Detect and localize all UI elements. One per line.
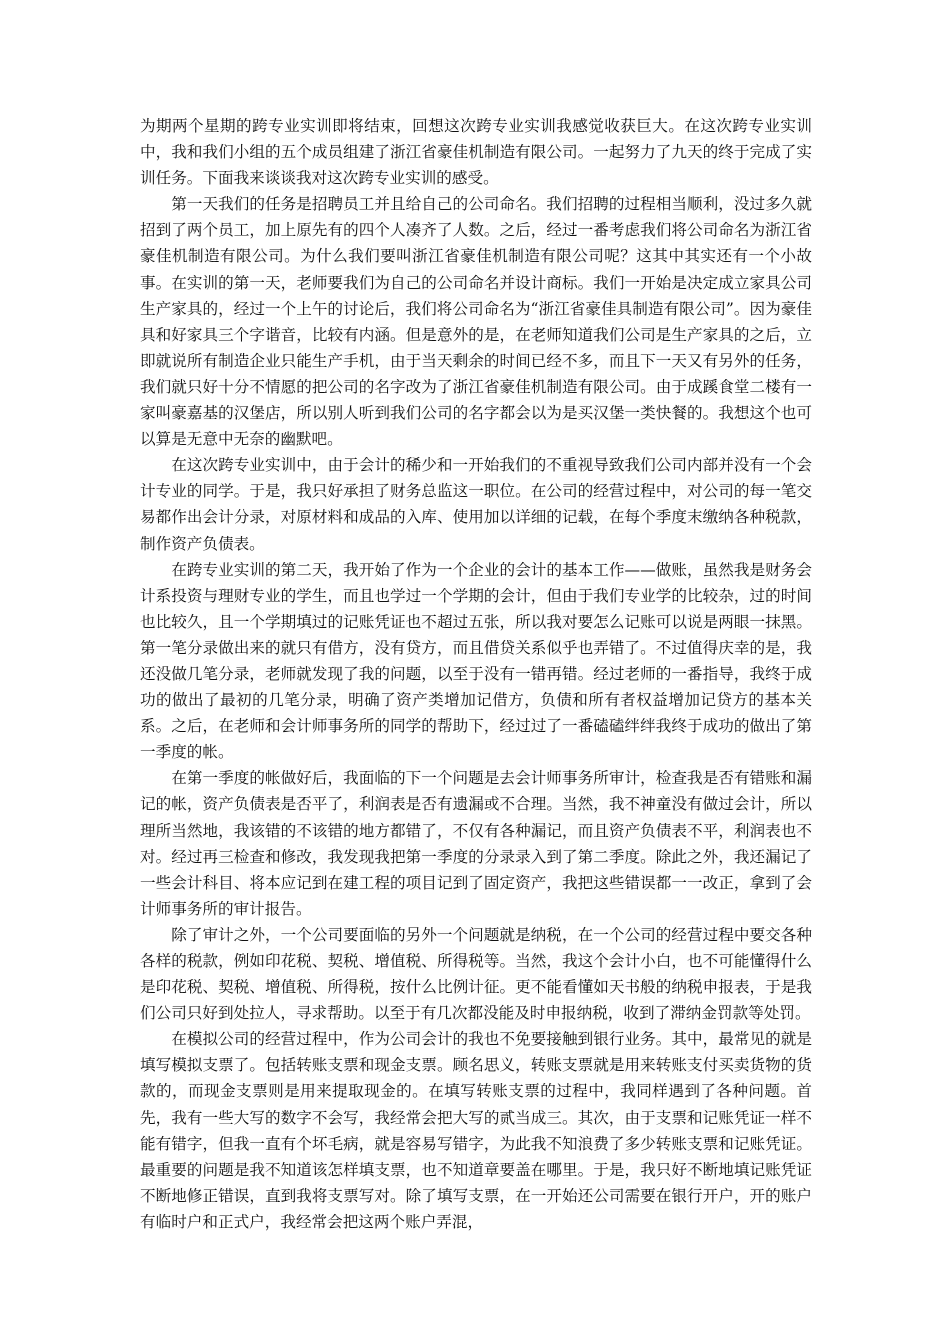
paragraph-day-one-naming: 第一天我们的任务是招聘员工并且给自己的公司命名。我们招聘的过程相当顺利，没过多久就招到了两个员工，加上原先有的四个人凑齐了人数。之后，经过一番考虑我们将公司命名为浙江省豪佳机制造有限公司。为什么我们要叫浙江省豪佳机制造有限公司呢？这其中其实还有一个小故事。在实训的第一天，老师要我们为自己的公司命名并设计商标。我们一开始是决定成立家具公司生产家具的，经过一个上午的讨论后，我们将公司命名为“浙江省豪佳具制造有限公司”。因为豪佳具和好家具三个字谐音，比较有内涵。但是意外的是，在老师知道我们公司是生产家具的之后，立即就说所有制造企业只能生产手机，由于当天剩余的时间已经不多，而且下一天又有另外的任务，我们就只好十分不情愿的把公司的名字改为了浙江省豪佳机制造有限公司。由于成蹊食堂二楼有一家叫豪嘉基的汉堡店，所以别人听到我们公司的名字都会以为是买汉堡一类快餐的。我想这个也可以算是无意中无奈的幽默吧。	[140, 195, 812, 449]
paragraph-taxes: 除了审计之外，一个公司要面临的另外一个问题就是纳税，在一个公司的经营过程中要交各种各样的税款，例如印花税、契税、增值税、所得税等。当然，我这个会计小白，也不可能懂得什么是印花税、契税、增值税、所得税，按什么比例计征。更不能看懂如天书般的纳税申报表，于是我们公司只好到处拉人，寻求帮助。以至于有几次都没能及时申报纳税，收到了滞纳金罚款等处罚。	[140, 925, 812, 1023]
paragraph-finance-role: 在这次跨专业实训中，由于会计的稀少和一开始我们的不重视导致我们公司内部并没有一个会计专业的同学。于是，我只好承担了财务总监这一职位。在公司的经营过程中，对公司的每一笔交易都作出会计分录，对原材料和成品的入库、使用加以详细的记载，在每个季度末缴纳各种税款，制作资产负债表。	[140, 456, 812, 553]
document-body	[140, 113, 812, 1235]
paragraph-audit: 在第一季度的帐做好后，我面临的下一个问题是去会计师事务所审计，检查我是否有错账和漏记的帐，资产负债表是否平了，利润表是否有遗漏或不合理。当然，我不神童没有做过会计，所以理所当然地，我该错的不该错的地方都错了，不仅有各种漏记，而且资产负债表不平，利润表也不对。经过再三检查和修改，我发现我把第一季度的分录录入到了第二季度。除此之外，我还漏记了一些会计科目、将本应记到在建工程的项目记到了固定资产，我把这些错误都一一改正，拿到了会计师事务所的审计报告。	[140, 769, 812, 918]
paragraph-bookkeeping: 在跨专业实训的第二天，我开始了作为一个企业的会计的基本工作——做账，虽然我是财务会计系投资与理财专业的学生，而且也学过一个学期的会计，但由于我们专业学的比较杂，过的时间也比较久，且一个学期填过的记账凭证也不超过五张，所以我对要怎么记账可以说是两眼一抹黑。第一笔分录做出来的就只有借方，没有贷方，而且借贷关系似乎也弄错了。不过值得庆幸的是，我还没做几笔分录，老师就发现了我的问题，以至于没有一错再错。经过老师的一番指导，我终于成功的做出了最初的几笔分录，明确了资产类增加记借方，负债和所有者权益增加记贷方的基本关系。之后，在老师和会计师事务所的同学的帮助下，经过过了一番磕磕绊绊我终于成功的做出了第一季度的帐。	[140, 560, 812, 762]
paragraph-intro: 为期两个星期的跨专业实训即将结束，回想这次跨专业实训我感觉收获巨大。在这次跨专业实训中，我和我们小组的五个成员组建了浙江省豪佳机制造有限公司。一起努力了九天的终于完成了实训任务。下面我来谈谈我对这次跨专业实训的感受。	[140, 117, 812, 188]
paragraph-banking: 在模拟公司的经营过程中，作为公司会计的我也不免要接触到银行业务。其中，最常见的就是填写模拟支票了。包括转账支票和现金支票。顾名思义，转账支票就是用来转账支付买卖货物的货款的，而现金支票则是用来提取现金的。在填写转账支票的过程中，我同样遇到了各种问题。首先，我有一些大写的数字不会写，我经常会把大写的贰当成三。其次，由于支票和记账凭证一样不能有错字，但我一直有个坏毛病，就是容易写错字，为此我不知浪费了多少转账支票和记账凭证。最重要的问题是我不知道该怎样填支票，也不知道章要盖在哪里。于是，我只好不断地填记账凭证不断地修正错误，直到我将支票写对。除了填写支票，在一开始还公司需要在银行开户，开的账户有临时户和正式户，我经常会把这两个账户弄混，	[140, 1030, 812, 1231]
